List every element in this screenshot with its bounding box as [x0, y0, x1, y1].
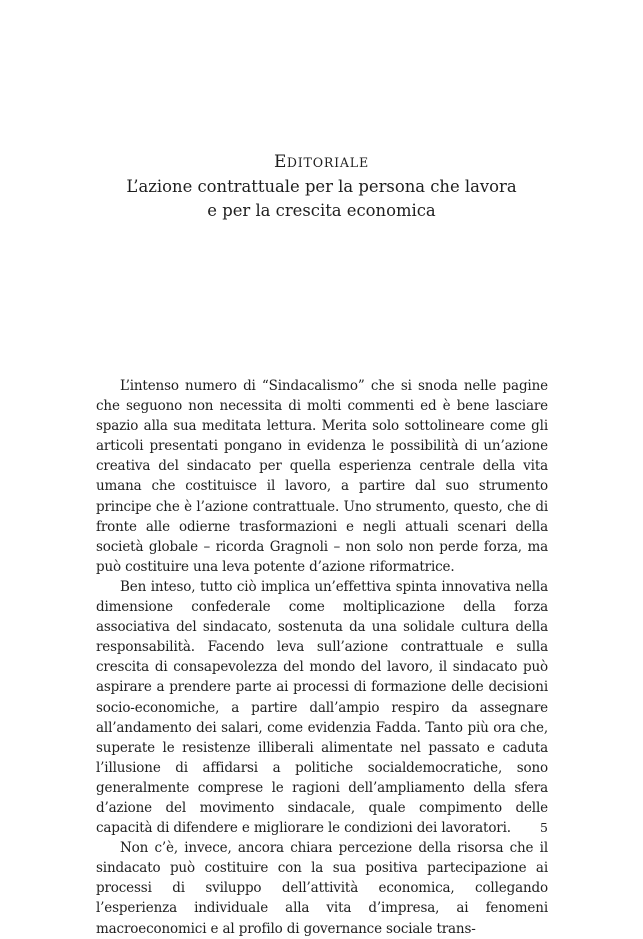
article-body [96, 376, 548, 939]
section-label-initial: E [274, 152, 287, 172]
section-label-rest: DITORIALE [286, 155, 369, 170]
article-title-line-2: e per la crescita economica [207, 201, 436, 220]
page-number: 5 [540, 820, 548, 835]
article-title-line-1: L’azione contrattuale per la persona che lavora [126, 177, 517, 196]
paragraph: L’intenso numero di “Sindacalismo” che si snoda nelle pagine che seguono non necessita di molti commenti ed è bene lasciare spazio alla sua meditata lettura. Merita solo sottolineare come gli articoli presentati pongano in evidenza le possibilità di un’azione creativa del sindacato per quella esperienza centrale della vita umana che costituisce il lavoro, a partire dal suo strumento principe che è l’azione contrattuale. Uno strumento, questo, che di fronte alle odierne trasformazioni e negli attuali scenari della società globale – ricorda Gragnoli – non solo non perde forza, ma può costituire una leva potente d’azione riformatrice. [96, 378, 548, 575]
paragraph: Ben inteso, tutto ciò implica un’effettiva spinta innovativa nella dimensione confederale come moltiplicazione della forza associativa del sindacato, sostenuta da una solidale cultura della responsabilità. Facendo leva sull’azione contrattuale e sulla crescita di consapevolezza del mondo del lavoro, il sindacato può aspirare a prendere parte ai processi di formazione delle decisioni socio-economiche, a partire dall’ampio respiro da assegnare all’andamento dei salari, come evidenzia Fadda. Tanto più ora che, superate le resistenze illiberali alimentate nel passato e caduta l’illusione di affidarsi a politiche socialdemocratiche, sono generalmente comprese le ragioni dell’ampliamento della sfera d’azione del movimento sindacale, quale compimento delle capacità di difendere e migliorare le condizioni dei lavoratori. [96, 578, 548, 837]
paragraph: Non c’è, invece, ancora chiara percezione della risorsa che il sindacato può costituire con la sua positiva partecipazione ai processi di sviluppo dell’attività economica, collegando l’esperienza individuale alla vita d’impresa, ai fenomeni macroeconomici e al profilo di governance sociale trans- [96, 840, 548, 937]
section-label [0, 150, 643, 175]
editorial-heading [0, 150, 643, 223]
